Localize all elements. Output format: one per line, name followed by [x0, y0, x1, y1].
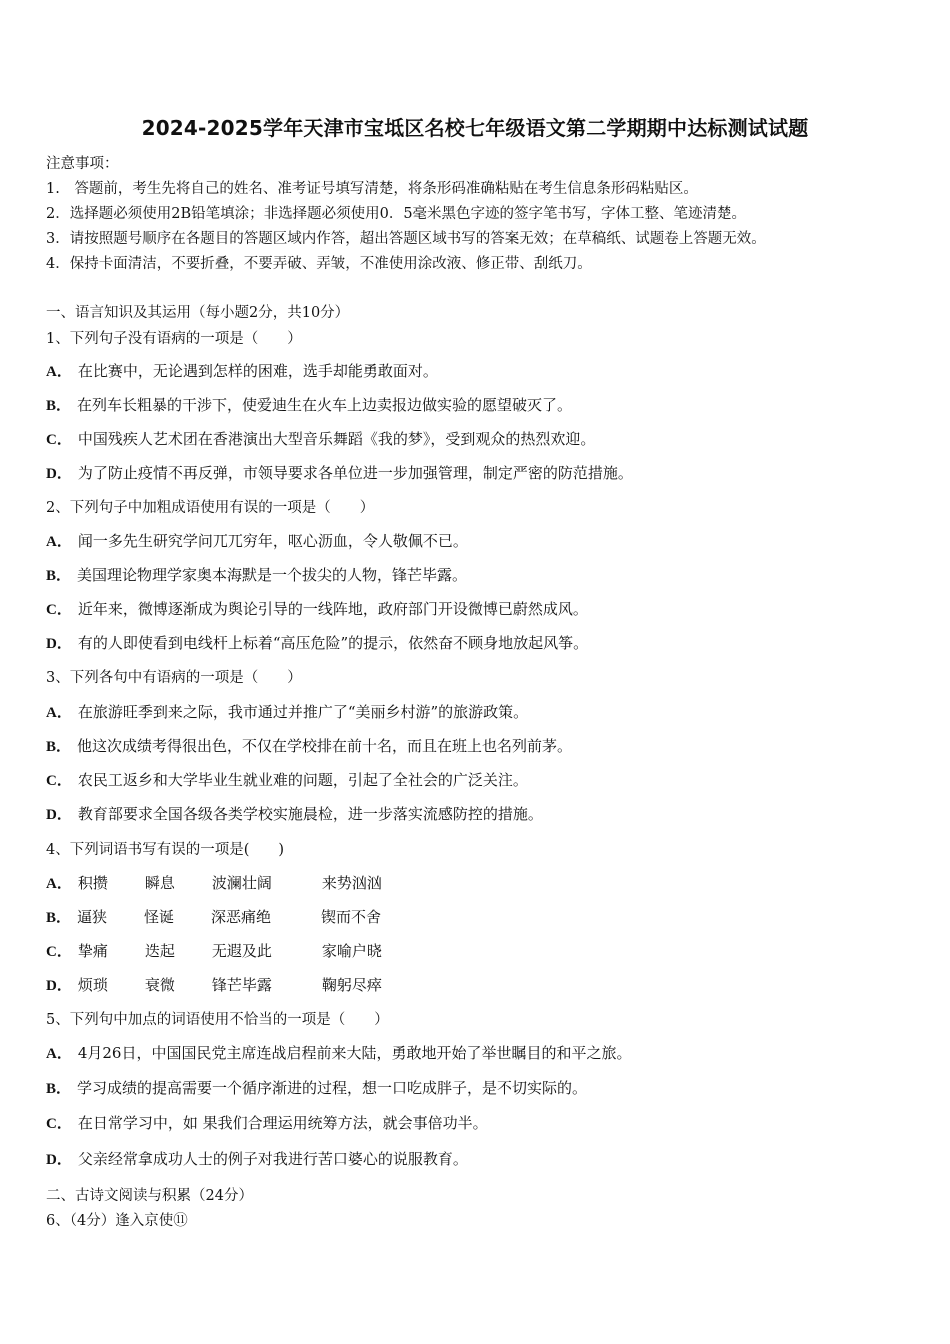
word: 衰微	[144, 976, 175, 994]
option-text: 农民工返乡和大学毕业生就业难的问题，引起了全社会的广泛关注。	[77, 771, 528, 789]
option-b	[46, 906, 381, 927]
option-a	[46, 701, 528, 722]
word: 鞠躬尽瘁	[321, 976, 382, 994]
option-b	[46, 394, 572, 415]
option-text: 4月26日，中国国民党主席连战启程前来大陆，勇敢地开始了举世瞩目的和平之旅。	[77, 1044, 632, 1062]
option-text: 父亲经常拿成功人士的例子对我进行苦口婆心的说服教育。	[77, 1150, 468, 1168]
option-letter: D．	[46, 636, 72, 652]
option-text: 教育部要求全国各级各类学校实施晨检，进一步落实流感防控的措施。	[77, 805, 543, 823]
word: 迭起	[144, 942, 175, 960]
page-title: 2024-2025学年天津市宝坻区名校七年级语文第二学期期中达标测试试题	[141, 116, 809, 140]
option-text: 在旅游旺季到来之际，我市通过并推广了“美丽乡村游”的旅游政策。	[77, 703, 529, 721]
option-text: 中国残疾人艺术团在香港演出大型音乐舞蹈《我的梦》，受到观众的热烈欢迎。	[77, 430, 596, 448]
option-text: 在日常学习中，如 果我们合理运用统筹方法，就会事倍功半。	[77, 1114, 488, 1132]
option-letter: A．	[46, 705, 72, 721]
notice-item: 3．请按照题号顺序在各题目的答题区域内作答，超出答题区域书写的答案无效；在草稿纸、试题卷上答题无效。	[46, 231, 766, 247]
option-d	[46, 974, 382, 995]
option-d	[46, 632, 588, 653]
word: 挚痛	[77, 942, 108, 960]
word: 来势汹汹	[321, 874, 382, 892]
option-letter: B．	[46, 568, 72, 584]
notice-heading: 注意事项：	[46, 156, 119, 172]
option-text: 有的人即使看到电线杆上标着“高压危险”的提示，依然奋不顾身地放起风筝。	[77, 634, 589, 652]
section-heading: 二、古诗文阅读与积累（24分）	[46, 1188, 253, 1204]
option-text: 学习成绩的提高需要一个循序渐进的过程，想一口吃成胖子，是不切实际的。	[77, 1079, 588, 1097]
option-d	[46, 1148, 468, 1169]
question-stem: 5、下列句中加点的词语使用不恰当的一项是（ ）	[46, 1012, 389, 1028]
word: 无遐及此	[211, 942, 272, 960]
question-stem: 6、（4分）逢入京使⑪	[46, 1213, 188, 1229]
option-text: 为了防止疫情不再反弹，市领导要求各单位进一步加强管理，制定严密的防范措施。	[77, 464, 633, 482]
option-d	[46, 803, 543, 824]
option-letter: B．	[46, 910, 72, 926]
word: 锲而不舍	[321, 908, 382, 926]
option-letter: C．	[46, 773, 72, 789]
question-stem: 3、下列各句中有语病的一项是（ ）	[46, 670, 302, 686]
option-letter: C．	[46, 1116, 72, 1132]
option-text: 他这次成绩考得很出色，不仅在学校排在前十名，而且在班上也名列前茅。	[77, 737, 573, 755]
word: 怪诞	[144, 908, 175, 926]
option-a	[46, 1042, 631, 1063]
option-letter: B．	[46, 398, 72, 414]
word: 家喻户晓	[321, 942, 382, 960]
word: 波澜壮阔	[211, 874, 272, 892]
option-c	[46, 598, 588, 619]
option-a	[46, 530, 468, 551]
option-c	[46, 428, 595, 449]
option-letter: A．	[46, 534, 72, 550]
option-letter: C．	[46, 432, 72, 448]
option-letter: A．	[46, 876, 72, 892]
notice-item: 2．选择题必须使用2B铅笔填涂；非选择题必须使用0．5毫米黑色字迹的签字笔书写，字体工整、笔迹清楚。	[46, 206, 747, 222]
option-c	[46, 1112, 488, 1133]
option-text: 在比赛中，无论遇到怎样的困难，选手却能勇敢面对。	[77, 362, 438, 380]
option-letter: A．	[46, 364, 72, 380]
option-c	[46, 769, 528, 790]
option-a	[46, 872, 382, 893]
option-text: 近年来，微博逐渐成为舆论引导的一线阵地，政府部门开设微博已蔚然成风。	[77, 600, 588, 618]
option-text: 闻一多先生研究学问兀兀穷年，呕心沥血，令人敬佩不已。	[77, 532, 468, 550]
option-letter: B．	[46, 1081, 72, 1097]
question-stem: 2、下列句子中加粗成语使用有误的一项是（ ）	[46, 500, 375, 516]
word: 瞬息	[144, 874, 175, 892]
word: 积攒	[77, 874, 108, 892]
option-letter: A．	[46, 1046, 72, 1062]
question-stem: 1、下列句子没有语病的一项是（ ）	[46, 331, 302, 347]
word: 深恶痛绝	[211, 908, 272, 926]
option-b	[46, 735, 572, 756]
option-d	[46, 462, 633, 483]
option-text: 在列车长粗暴的干涉下，使爱迪生在火车上边卖报边做实验的愿望破灭了。	[77, 396, 573, 414]
word: 逼狭	[77, 908, 108, 926]
option-b	[46, 564, 467, 585]
option-letter: D．	[46, 1152, 72, 1168]
option-a	[46, 360, 438, 381]
word: 烦琐	[77, 976, 108, 994]
option-letter: D．	[46, 466, 72, 482]
option-text: 美国理论物理学家奥本海默是一个拔尖的人物，锋芒毕露。	[77, 566, 468, 584]
option-letter: D．	[46, 978, 72, 994]
notice-item: 4．保持卡面清洁，不要折叠，不要弄破、弄皱，不准使用涂改液、修正带、刮纸刀。	[46, 256, 592, 272]
option-letter: C．	[46, 602, 72, 618]
word: 锋芒毕露	[211, 976, 272, 994]
option-letter: C．	[46, 944, 72, 960]
notice-item: 1. 答题前，考生先将自己的姓名、准考证号填写清楚，将条形码准确粘贴在考生信息条形码粘贴区。	[46, 181, 698, 197]
option-letter: D．	[46, 807, 72, 823]
option-b	[46, 1077, 587, 1098]
section-heading: 一、语言知识及其运用（每小题2分，共10分）	[46, 305, 350, 321]
question-stem: 4、下列词语书写有误的一项是( )	[46, 842, 285, 858]
option-letter: B．	[46, 739, 72, 755]
option-c	[46, 940, 382, 961]
